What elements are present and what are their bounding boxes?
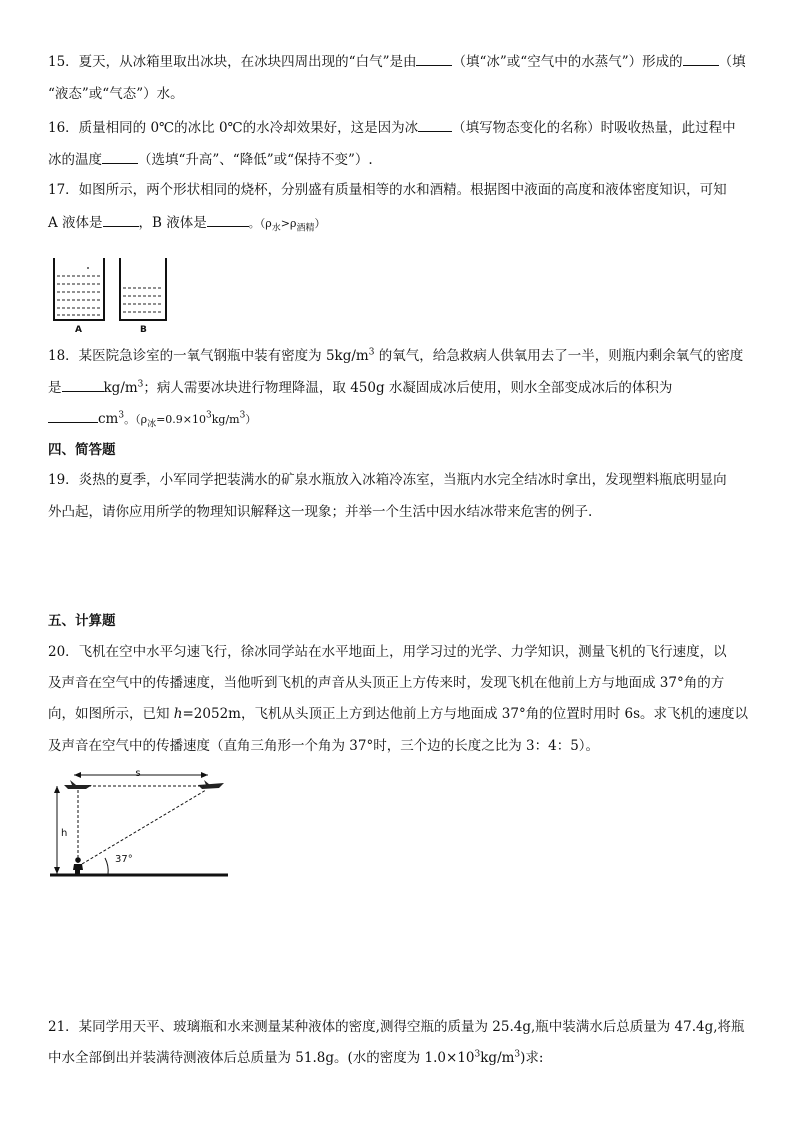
q20-text: 20．飞机在空中水平匀速飞行，徐冰同学站在水平地面上，用学习过的光学、力学知识，测量飞机的飞行速度，以 [48, 644, 727, 660]
airplane-left-icon [64, 780, 92, 789]
q15-line-2 [48, 84, 184, 104]
line-of-sight [82, 790, 206, 864]
q20-line-1 [48, 642, 727, 662]
angle-label: 37° [115, 854, 133, 865]
q20-text: 向，如图所示，已知 [48, 706, 174, 722]
q21-line-1 [48, 1017, 745, 1037]
q19-line-1 [48, 470, 727, 490]
rho-subscript: 水 [271, 223, 281, 234]
q16-text: （填写物态变化的名称）时吸收热量，此过程中 [452, 120, 736, 136]
q18-text: 。（ρ [124, 413, 148, 426]
q18-text: 是 [48, 380, 62, 396]
q17-text: 。（ρ [248, 217, 272, 230]
q17-text: A 液体是 [48, 215, 103, 231]
q15-blank-2 [683, 51, 719, 66]
q18-text: kg/m [103, 380, 138, 396]
q16-text: 冰的温度 [48, 152, 102, 168]
q21-text: )求: [520, 1050, 544, 1066]
q20-variable-h: h [173, 706, 183, 722]
rho-subscript: 酒精 [296, 223, 315, 234]
q20-text: =2052m，飞机从头顶正上方到达他前上方与地面成 37°角的位置时用时 6s。求飞机的速度以 [182, 706, 748, 722]
q16-blank-1 [418, 117, 452, 132]
q16-text: （选填“升高”、“降低”或“保持不变”）. [138, 152, 373, 168]
beaker-b [120, 258, 166, 320]
beaker-a-label: A [75, 325, 82, 335]
q15-blank-1 [416, 51, 452, 66]
beaker-b-label: B [140, 325, 147, 335]
q15-text: （填 [718, 54, 746, 70]
q18-text: 的氧气，给急救病人供氧用去了一半，则瓶内剩余氧气的密度 [374, 348, 744, 364]
q15-text: “液态”或“气态”）水。 [48, 86, 184, 102]
q20-line-4 [48, 736, 599, 756]
superscript: 3 [239, 410, 246, 421]
section-heading-short-answer: 四、简答题 [48, 442, 116, 458]
section-heading-calculation: 五、计算题 [48, 613, 116, 629]
q18-blank-1 [62, 377, 104, 392]
superscript: 3 [514, 1049, 521, 1060]
q17-text: 17．如图所示，两个形状相同的烧杯，分别盛有质量相等的水和酒精。根据图中液面的高度和液体密度知识，可知 [48, 182, 727, 198]
superscript: 3 [206, 410, 212, 421]
q17-line-1 [48, 180, 727, 200]
q16-blank-2 [102, 149, 138, 164]
q21-text: 中水全部倒出并装满待测液体后总质量为 51.8g。(水的密度为 1.0×10 [48, 1050, 475, 1066]
q18-blank-2 [48, 408, 98, 423]
q17-blank-2 [207, 212, 249, 227]
q16-text: 16．质量相同的 0℃的冰比 0℃的水冷却效果好，这是因为冰 [48, 120, 419, 136]
q20-text: 及声音在空气中的传播速度，当他听到飞机的声音从头顶正上方传来时，发现飞机在他前上方与地面成 37°角的方 [48, 675, 725, 691]
superscript: 3 [474, 1049, 481, 1060]
q21-text: 21．某同学用天平、玻璃瓶和水来测量某种液体的密度,测得空瓶的质量为 25.4g,瓶中装满水后总质量为 47.4g,将瓶 [48, 1019, 745, 1035]
distance-s-arrow [74, 772, 208, 778]
q18-text: =0.9×10 [156, 413, 207, 426]
person-icon [73, 857, 83, 874]
q18-text: kg/m [211, 413, 240, 426]
q17-line-2 [48, 212, 325, 234]
q16-line-2 [48, 149, 373, 170]
superscript: 3 [137, 379, 144, 390]
q19-line-2 [48, 502, 592, 522]
superscript: 3 [118, 410, 125, 421]
q15-text: （填“冰”或“空气中的水蒸气”）形成的 [452, 54, 683, 70]
q15-text: 15．夏天，从冰箱里取出冰块，在冰块四周出现的“白气”是由 [48, 54, 417, 70]
q21-text: kg/m [480, 1050, 515, 1066]
angle-arc [105, 858, 108, 874]
q18-text: ；病人需要冰块进行物理降温，取 450g 水凝固成冰后使用，则水全部变成冰后的体积为 [143, 380, 673, 396]
q17-text: ，B 液体是 [138, 215, 207, 231]
q20-line-2 [48, 673, 724, 693]
airplane-right-icon [198, 780, 224, 789]
q17-text: ） [314, 217, 326, 230]
height-h-label: h [61, 828, 68, 839]
q21-line-2 [48, 1048, 543, 1068]
q19-text: 19．炎热的夏季，小军同学把装满水的矿泉水瓶放入冰箱冷冻室，当瓶内水完全结冰时拿出，发现塑料瓶底明显向 [48, 472, 727, 488]
beaker-a [54, 258, 104, 320]
q18-text: 18．某医院急诊室的一氧气钢瓶中装有密度为 5kg/m [48, 348, 369, 364]
beakers-figure [48, 254, 178, 336]
airplane-figure [48, 766, 233, 882]
q15-line-1 [48, 51, 746, 72]
q18-text: ） [245, 413, 257, 426]
q20-text: 及声音在空气中的传播速度（直角三角形一个角为 37°时，三个边的长度之比为 3：4：5）。 [48, 738, 600, 754]
q16-line-1 [48, 117, 736, 138]
rho-subscript: 冰 [147, 419, 157, 430]
q19-text: 外凸起，请你应用所学的物理知识解释这一现象；并举一个生活中因水结冰带来危害的例子. [48, 504, 593, 520]
q17-text: >ρ [280, 217, 297, 230]
distance-s-label: s [135, 768, 141, 779]
height-h-arrow [54, 786, 60, 874]
q17-blank-1 [103, 212, 139, 227]
q18-line-3 [48, 408, 256, 430]
q20-line-3 [48, 704, 748, 724]
q18-line-2 [48, 377, 672, 398]
q18-line-1 [48, 346, 743, 366]
q18-text: cm [98, 411, 119, 427]
superscript: 3 [368, 347, 375, 358]
